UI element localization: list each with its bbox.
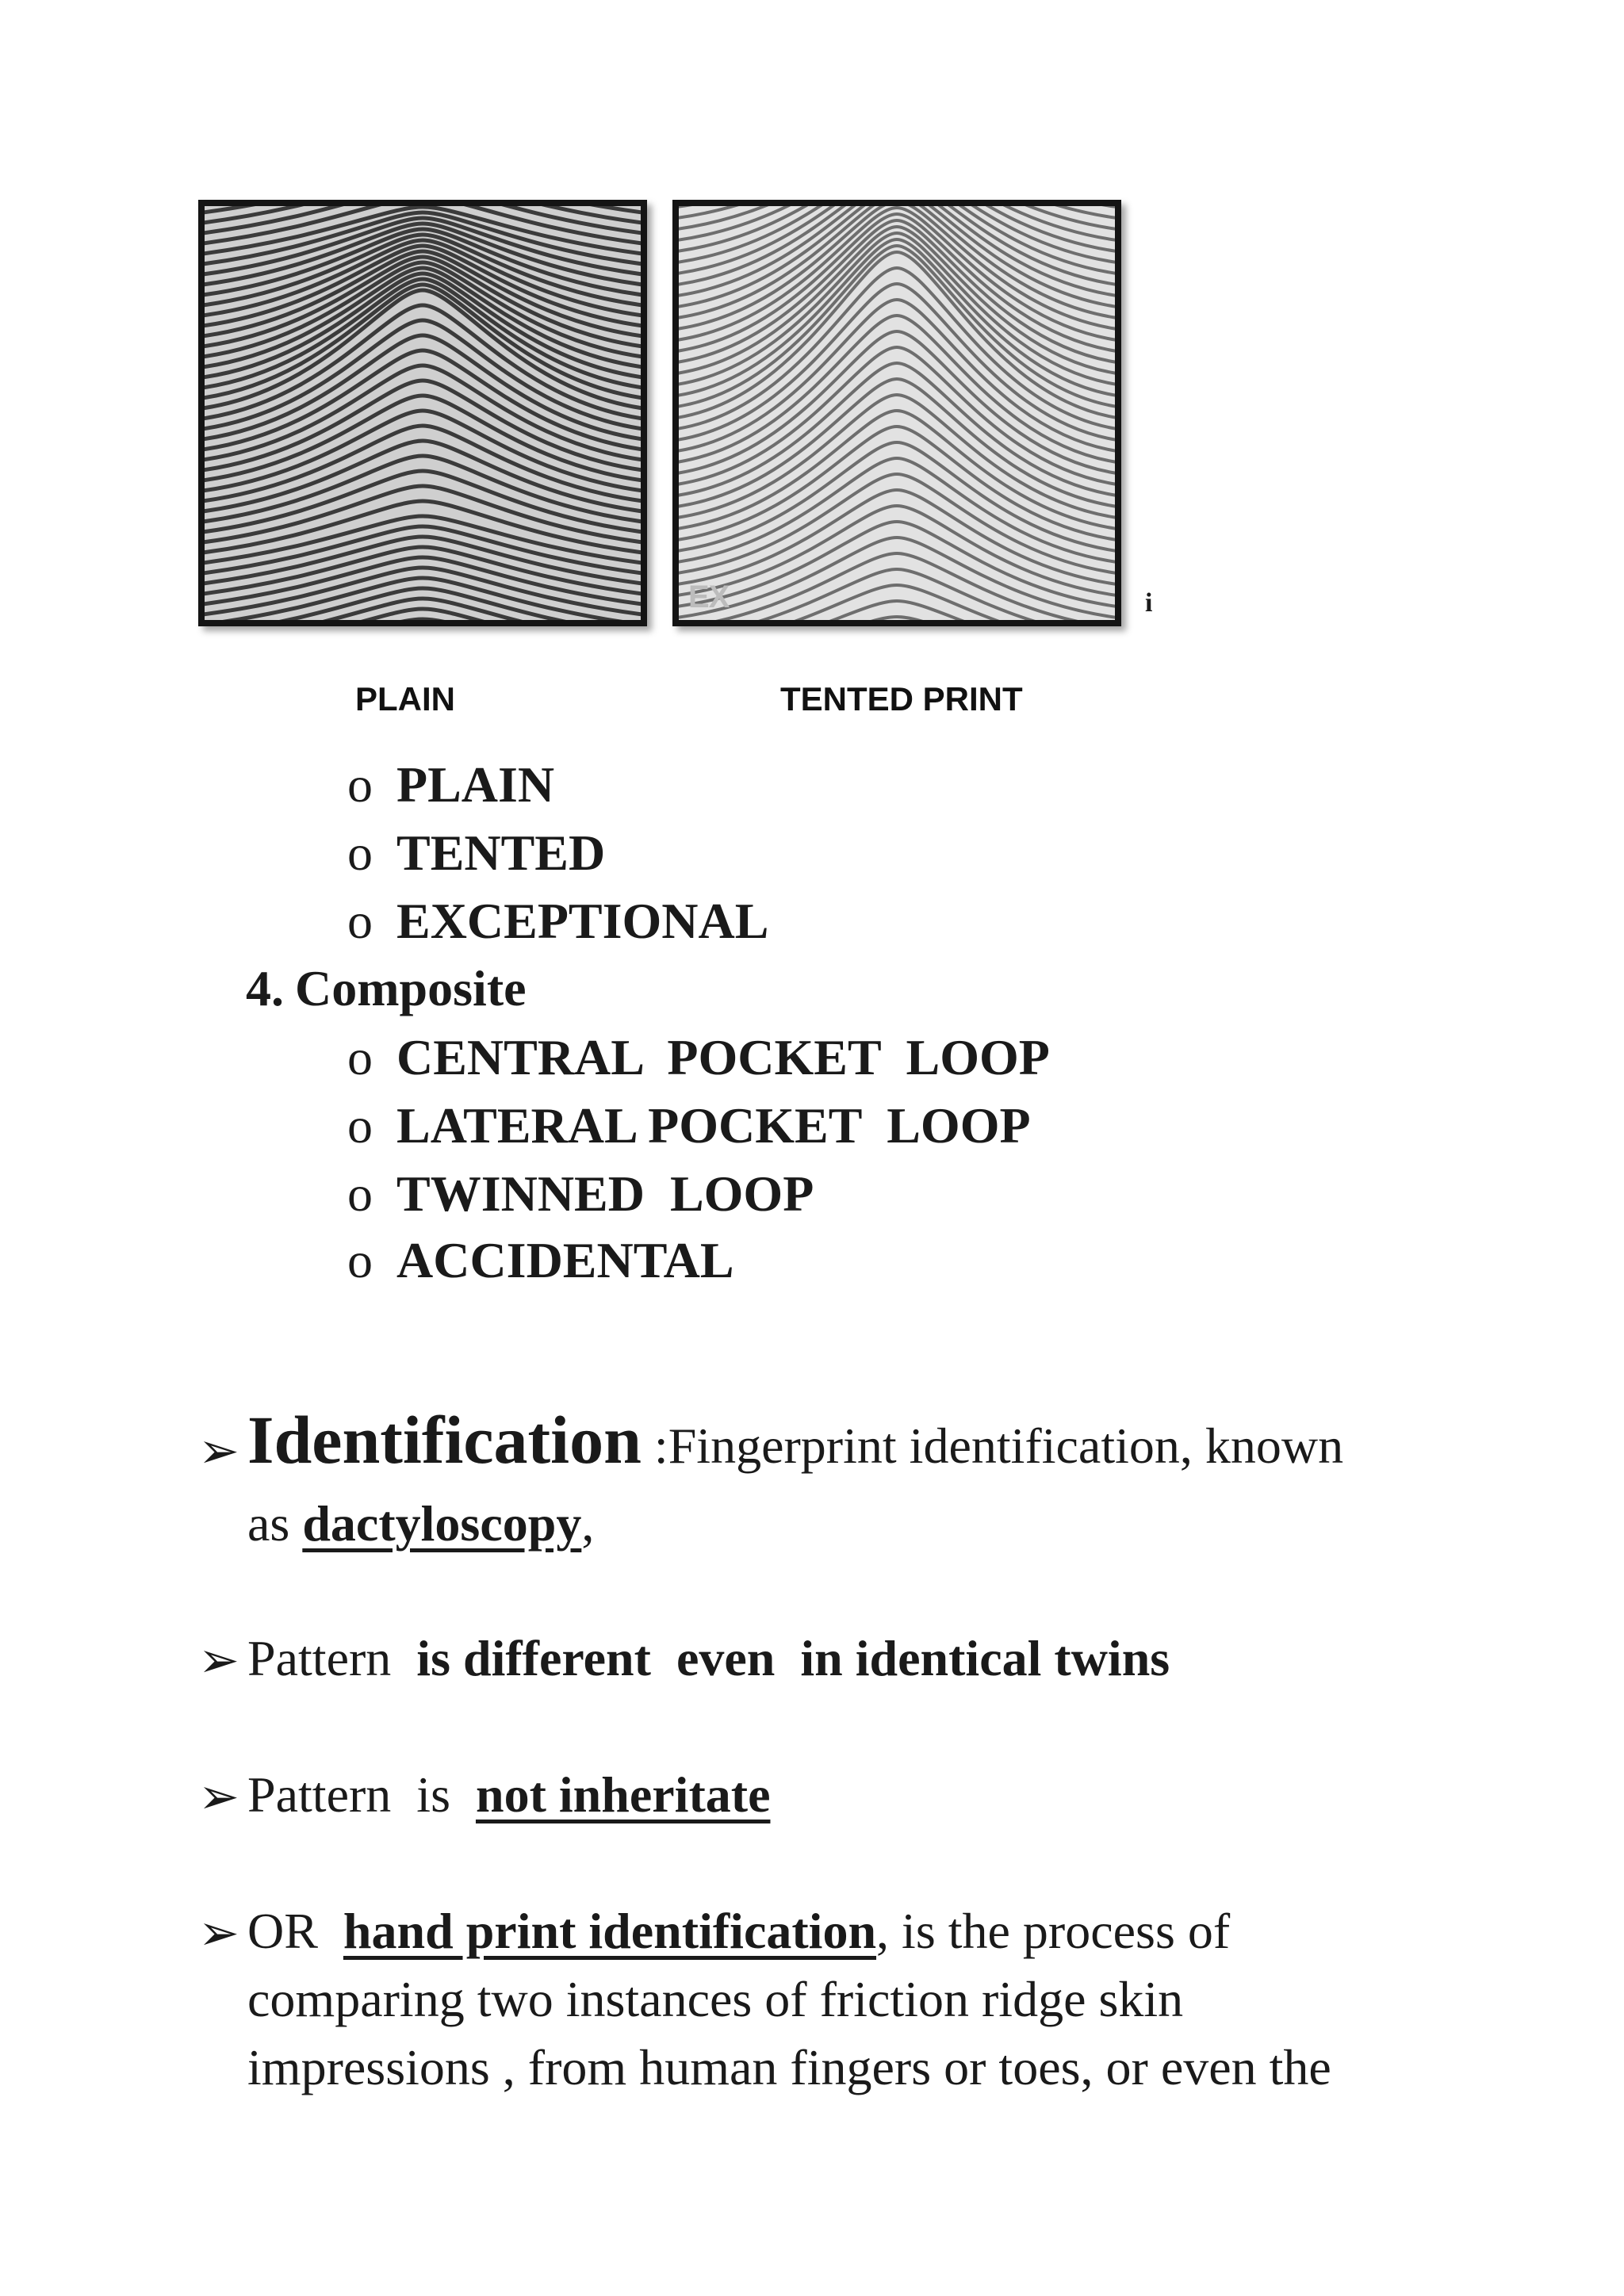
list-bullet: o [347,756,373,813]
identification-text: Fingerprint identification, known [668,1418,1344,1474]
arrow-bullet-icon: ➢ [198,1425,239,1479]
composite-subtype-label: LATERAL POCKET LOOP [396,1097,1031,1154]
arch-subtype-item [347,756,555,813]
composite-subtype-label: CENTRAL POCKET LOOP [396,1029,1050,1085]
arch-subtype-item [347,825,606,881]
composite-subtype-item [347,1029,1050,1085]
inherit-text-pre: Pattern is [247,1766,476,1823]
inherit-point [247,1760,770,1830]
list-bullet: o [347,1097,373,1154]
list-bullet: o [347,1165,373,1222]
twins-text-pre: Pattern [247,1630,417,1686]
arch-subtype-label: PLAIN [396,756,555,813]
list-bullet: o [347,1232,373,1288]
composite-subtype-label: TWINNED LOOP [396,1165,814,1222]
composite-title: Composite [295,960,527,1016]
twins-point [247,1624,1170,1693]
list-bullet: o [347,893,373,949]
composite-subtype-item [347,1097,1031,1154]
arch-subtype-item [347,893,769,949]
plain-caption: PLAIN [355,680,455,718]
hand-text-pre: OR [247,1903,343,1959]
hand-line-1 [247,1896,1230,1966]
composite-heading [246,959,527,1018]
tented-arch-fingerprint-image [672,200,1121,626]
composite-subtype-item [347,1165,814,1222]
arrow-bullet-icon: ➢ [198,1634,239,1688]
dactyloscopy-term: dactyloscopy [302,1495,582,1552]
identification-separator: : [641,1418,668,1474]
twins-text-bold: is different even in identical twins [416,1630,1170,1686]
arch-subtype-label: EXCEPTIONAL [396,893,769,949]
arch-subtype-label: TENTED [396,825,606,881]
list-number: 4. [246,960,284,1016]
identification-line-1 [247,1402,1344,1481]
hand-print-identification-term: hand print identification [343,1903,877,1959]
composite-subtype-item [347,1232,734,1288]
identification-text-post: , [581,1495,595,1552]
arrow-bullet-icon: ➢ [198,1907,239,1961]
identification-line-2 [247,1489,594,1559]
hand-line-3: impressions , from human fingers or toes, or even the [247,2039,1331,2095]
figure-stamp: EX [688,580,730,614]
note-mark: i [1145,588,1153,618]
identification-text-pre: as [247,1495,303,1552]
identification-heading: Identification [247,1402,642,1478]
hand-line-2: comparing two instances of friction ridge skin [247,1971,1184,2027]
tented-caption: TENTED PRINT [780,680,1023,718]
composite-subtype-label: ACCIDENTAL [396,1232,734,1288]
not-inheritate-term: not inheritate [475,1766,771,1823]
list-bullet: o [347,1029,373,1085]
list-bullet: o [347,825,373,881]
hand-text-post: , is the process of [876,1903,1231,1959]
plain-arch-fingerprint-image [198,200,647,626]
arrow-bullet-icon: ➢ [198,1770,239,1824]
